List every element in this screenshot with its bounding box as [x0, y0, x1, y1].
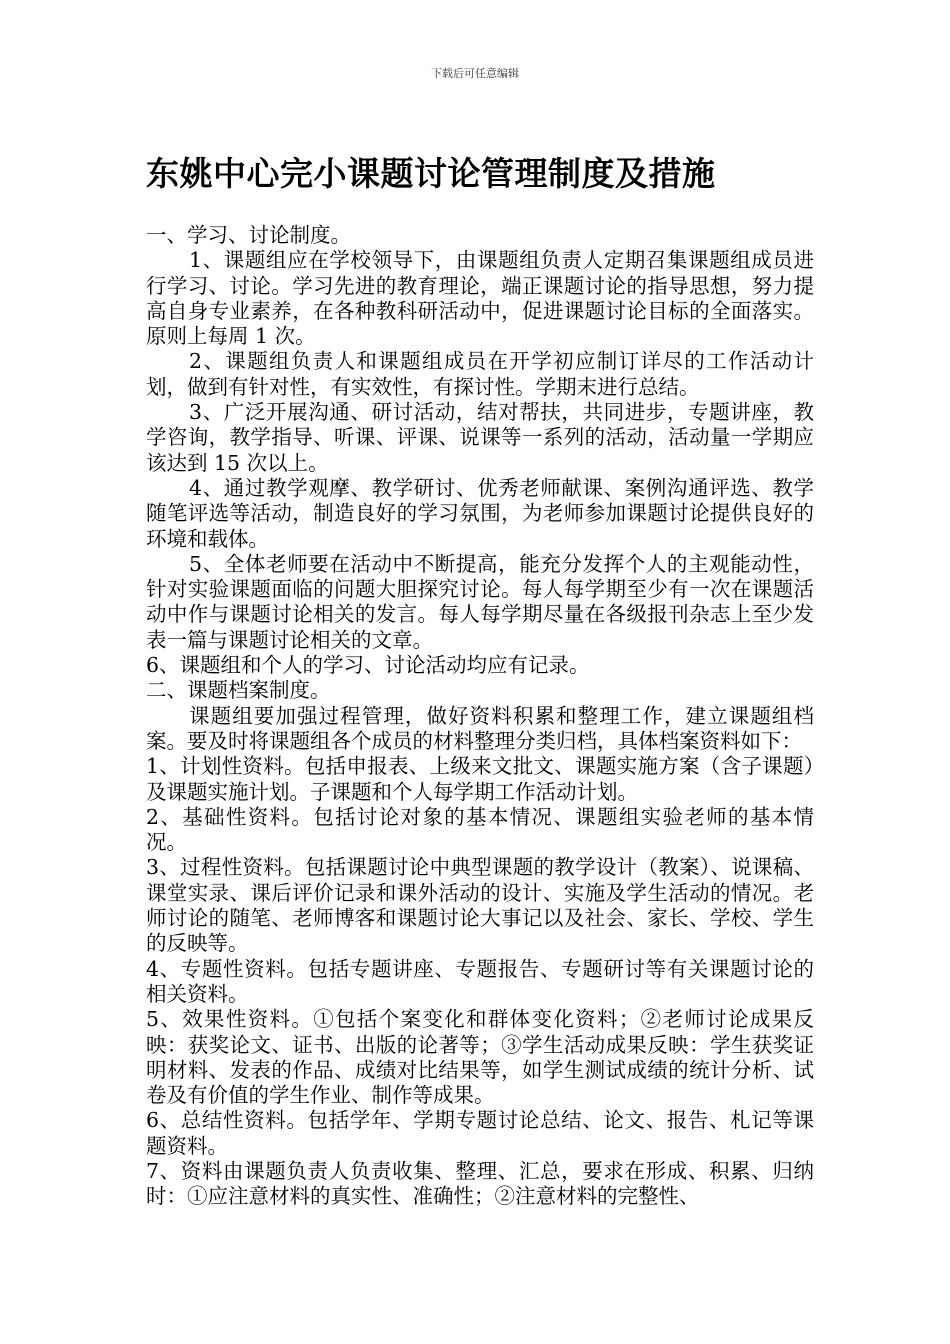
document-body	[146, 223, 814, 1210]
paragraph: 6、总结性资料。包括学年、学期专题讨论总结、论文、报告、札记等课题资料。	[146, 1108, 814, 1158]
document-title: 东姚中心完小课题讨论管理制度及措施	[146, 154, 716, 193]
header-note: 下载后可任意编辑	[431, 67, 519, 80]
paragraph: 2、基础性资料。包括讨论对象的基本情况、课题组实验老师的基本情况。	[146, 804, 814, 855]
paragraph: 3、广泛开展沟通、研讨活动，结对帮扶，共同进步，专题讲座，教学咨询，教学指导、听课、评课、说课等一系列的活动，活动量一学期应该达到 15 次以上。	[146, 400, 814, 475]
paragraph: 2、课题组负责人和课题组成员在开学初应制订详尽的工作活动计划，做到有针对性，有实效性，有探讨性。学期末进行总结。	[146, 349, 814, 399]
paragraph: 3、过程性资料。包括课题讨论中典型课题的教学设计（教案）、说课稿、课堂实录、课后评价记录和课外活动的设计、实施及学生活动的情况。老师讨论的随笔、老师博客和课题讨论大事记以及社会、家长、学校、学生的反映等。	[146, 855, 814, 956]
paragraph: 6、课题组和个人的学习、讨论活动均应有记录。	[146, 653, 590, 678]
paragraph: 4、通过教学观摩、教学研讨、优秀老师献课、案例沟通评选、教学随笔评选等活动，制造良好的学习氛围，为老师参加课题讨论提供良好的环境和载体。	[146, 475, 814, 551]
paragraph: 二、课题档案制度。	[146, 678, 331, 703]
paragraph: 4、专题性资料。包括专题讲座、专题报告、专题研讨等有关课题讨论的相关资料。	[146, 956, 814, 1006]
paragraph: 1、课题组应在学校领导下，由课题组负责人定期召集课题组成员进行学习、讨论。学习先进的教育理论，端正课题讨论的指导思想，努力提高自身专业素养，在各种教科研活动中，促进课题讨论目标的全面落实。原则上每周 1 次。	[146, 248, 814, 349]
paragraph: 7、资料由课题负责人负责收集、整理、汇总，要求在形成、积累、归纳时：①应注意材料的真实性、准确性；②注意材料的完整性、	[146, 1158, 814, 1209]
paragraph: 1、计划性资料。包括申报表、上级来文批文、课题实施方案（含子课题）及课题实施计划。子课题和个人每学期工作活动计划。	[146, 754, 814, 804]
paragraph: 课题组要加强过程管理，做好资料积累和整理工作，建立课题组档案。要及时将课题组各个成员的材料整理分类归档，具体档案资料如下：	[146, 703, 814, 753]
paragraph: 一、学习、讨论制度。	[146, 223, 351, 247]
paragraph: 5、全体老师要在活动中不断提高，能充分发挥个人的主观能动性，针对实验课题面临的问题大胆探究讨论。每人每学期至少有一次在课题活动中作与课题讨论相关的发言。每人每学期尽量在各级报刊杂志上至少发表一篇与课题讨论相关的文章。	[146, 551, 814, 652]
paragraph: 5、效果性资料。①包括个案变化和群体变化资料；②老师讨论成果反映：获奖论文、证书、出版的论著等；③学生活动成果反映：学生获奖证明材料、发表的作品、成绩对比结果等，如学生测试成绩的统计分析、试卷及有价值的学生作业、制作等成果。	[146, 1007, 814, 1108]
